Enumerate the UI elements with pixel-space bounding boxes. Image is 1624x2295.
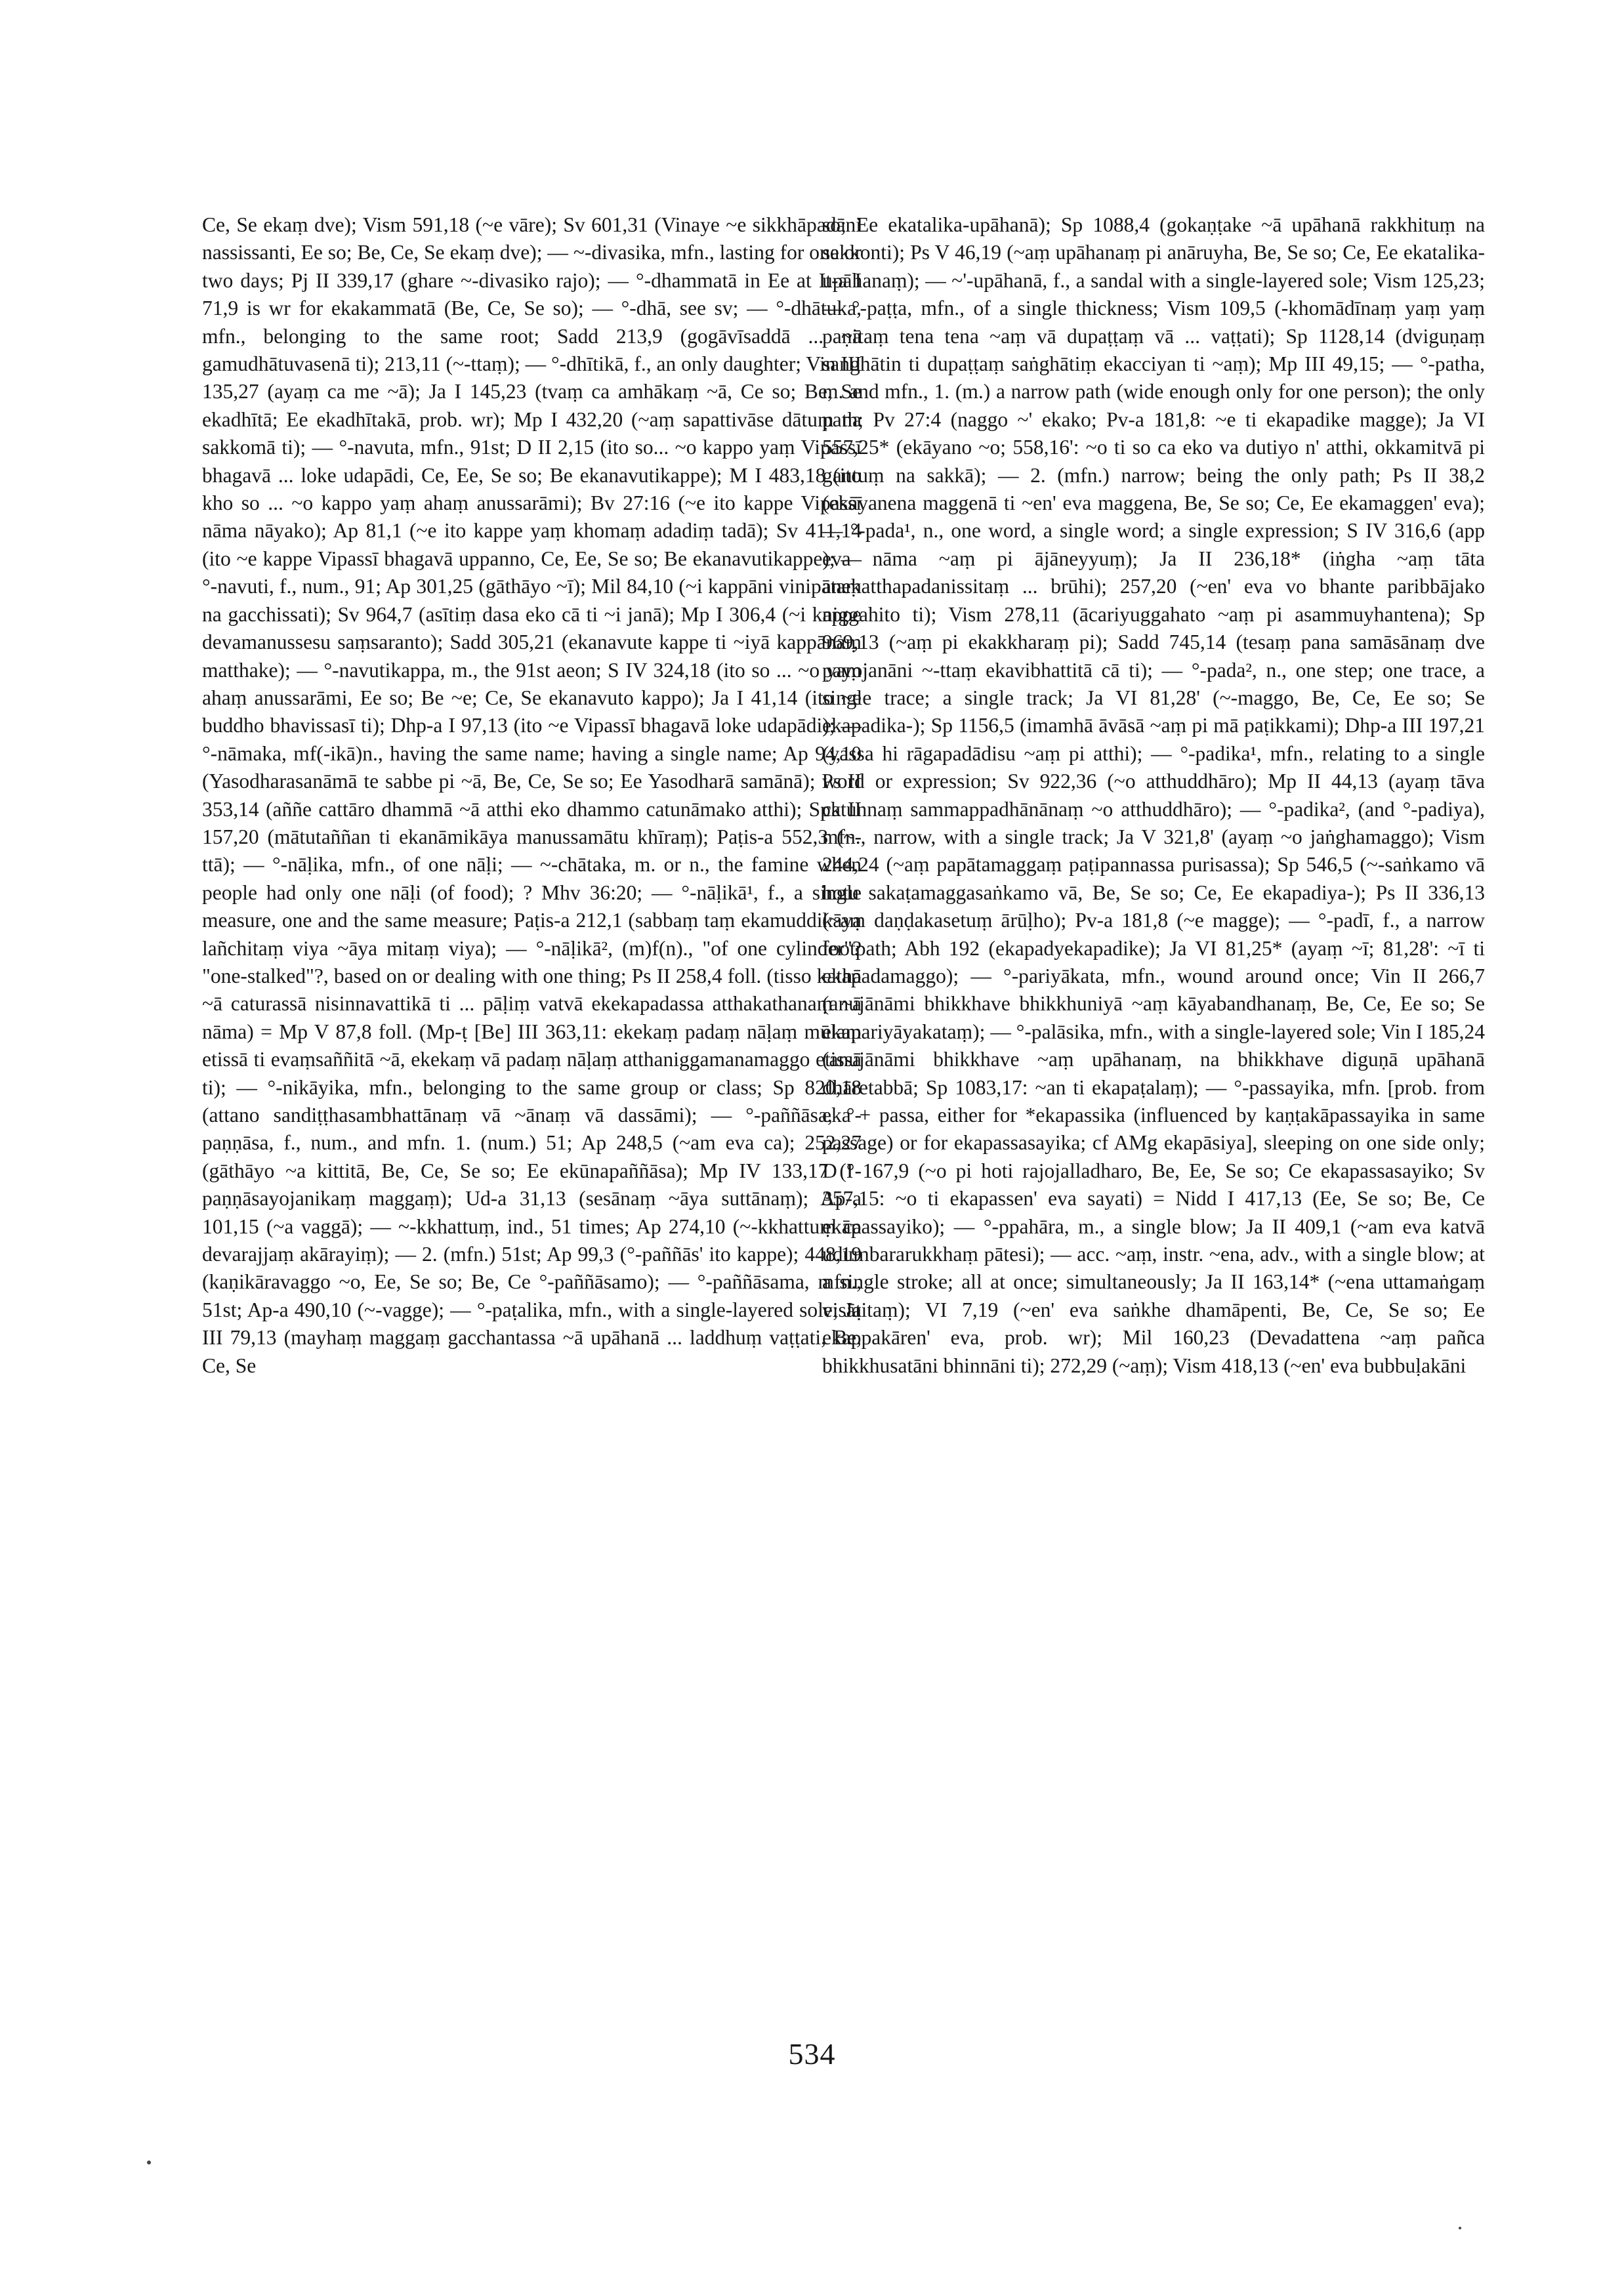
page-number: 534 bbox=[788, 2037, 836, 2071]
scan-speck bbox=[1459, 2227, 1461, 2229]
right-column-text: so; Ee ekatalika-upāhanā); Sp 1088,4 (gokaṇṭake ~ā upāhanā rakkhituṃ na sakkonti); Ps V 46,19 (~aṃ upāhanaṃ pi anāruyha, Be, Se so; Ce, Ee ekatalika-upāhanaṃ); — ~'-upāhanā, f., a sandal with a single-layered sole; Vism 125,23; — °-paṭṭa, mfn., of a single thickness; Vism 109,5 (-khomādīnaṃ yaṃ yaṃ paṇitaṃ tena tena ~aṃ vā dupaṭṭaṃ vā ... vaṭṭati); Sp 1128,14 (dviguṇaṃ saṅghātin ti dupaṭṭaṃ saṅghātiṃ ekacciyan ti ~aṃ); Mp III 49,15; — °-patha, m. and mfn., 1. (m.) a narrow path (wide enough only for one person); the only path; Pv 27:4 (naggo ~' ekako; Pv-a 181,8: ~e ti ekapadike magge); Ja VI 557,25* (ekāyano ~o; 558,16': ~o ti so ca eko va dutiyo n' atthi, okkamitvā pi gantuṃ na sakkā); — 2. (mfn.) narrow; being the only path; Ps II 38,2 (ekāyanena maggenā ti ~en' eva maggena, Be, Se so; Ce, Ee ekamaggen' eva); — °-pada¹, n., one word, a single word; a single expression; S IV 316,6 (app eva nāma ~aṃ pi ājāneyyuṃ); Ja II 236,18* (iṅgha ~aṃ tāta anekatthapadanissitaṃ ... brūhi); 257,20 (~en' eva vo bhante paribbājako niggahito ti); Vism 278,11 (ācariyuggahato ~aṃ pi asammuyhantena); Sp 969,13 (~aṃ pi ekakkharaṃ pi); Sadd 745,14 (tesaṃ pana samāsānaṃ dve payojanāni ~-ttaṃ ekavibhattitā cā ti); — °-pada², n., one step; one trace, a single trace; a single track; Ja VI 81,28' (~-maggo, Be, Ce, Ee so; Se ekapadika-); Sp 1156,5 (imamhā āvāsā ~aṃ pi mā paṭikkami); Dhp-a III 197,21 (yassa hi rāgapadādisu ~aṃ pi atthi); — °-padika¹, mfn., relating to a single word or expression; Sv 922,36 (~o atthuddhāro); Mp II 44,13 (ayaṃ tāva catunnaṃ sammappadhānānaṃ ~o atthuddhāro); — °-padika², (and °-padiya), mfn., narrow, with a single track; Ja V 321,8' (ayaṃ ~o jaṅghamaggo); Vism 244,24 (~aṃ papātamaggaṃ paṭipannassa purisassa); Sp 546,5 (~-saṅkamo vā hotu sakaṭamaggasaṅkamo vā, Be, Se so; Ce, Ee ekapadiya-); Ps II 336,13 (~aṃ daṇḍakasetuṃ ārūḷho); Pv-a 181,8 (~e magge); — °-padī, f., a narrow footpath; Abh 192 (ekapadyekapadike); Ja VI 81,25* (ayaṃ ~ī; 81,28': ~ī ti ekapadamaggo); — °-pariyākata, mfn., wound around once; Vin II 266,7 (anujānāmi bhikkhave bhikkhuniyā ~aṃ kāyabandhanaṃ, Be, Ce, Ee so; Se ekapariyāyakataṃ); — °-palāsika, mfn., with a single-layered sole; Vin I 185,24 (anujānāmi bhikkhave ~aṃ upāhanaṃ, na bhikkhave diguṇā upāhanā dhāretabbā; Sp 1083,17: ~an ti ekapaṭalaṃ); — °-passayika, mfn. [prob. from eka + passa, either for *ekapassika (influenced by kaṇṭakāpassayika in same passage) or for ekapassasayika; cf AMg ekapāsiya], sleeping on one side only; D I 167,9 (~o pi hoti rajojalladharo, Be, Ee, Se so; Ce ekapassasayiko; Sv 357,15: ~o ti ekapassen' eva sayati) = Nidd I 417,13 (Ee, Se so; Be, Ce ekāpassayiko); — °-ppahāra, m., a single blow; Ja II 409,1 (~am eva katvā udumbararukkhaṃ pātesi); — acc. ~aṃ, instr. ~ena, adv., with a single blow; at a single stroke; all at once; simultaneously; Ja II 163,14* (~ena uttamaṅgaṃ visāṭitaṃ); VI 7,19 (~en' eva saṅkhe dhamāpenti, Be, Ce, Se so; Ee ekappakāren' eva, prob. wr); Mil 160,23 (Devadattena ~aṃ pañca bhikkhusatāni bhinnāni ti); 272,29 (~aṃ); Vism 418,13 (~en' eva bubbuḷakāni bbox=[822, 213, 1485, 1377]
scan-speck bbox=[147, 2161, 151, 2164]
left-column-text: Ce, Se ekaṃ dve); Vism 591,18 (~e vāre); Sv 601,31 (Vinaye ~e sikkhāpadāni nassissanti, Ee so; Be, Ce, Se ekaṃ dve); — ~-divasika, mfn., lasting for one or two days; Pj II 339,17 (ghare ~-divasiko rajo); — °-dhammatā in Ee at It-a I 71,9 is wr for ekakammatā (Be, Ce, Se so); — °-dhā, see sv; — °-dhātuka, mfn., belonging to the same root; Sadd 213,9 (gogāvīsaddā ... ~ā gamudhātuvasenā ti); 213,11 (~-ttaṃ); — °-dhītikā, f., an only daughter; Vin III 135,27 (ayaṃ ca me ~ā); Ja I 145,23 (tvaṃ ca amhākaṃ ~ā, Ce so; Be, Se ekadhītā; Ee ekadhītakā, prob. wr); Mp I 432,20 (~aṃ sapattivāse dātuṃ na sakkomā ti); — °-navuta, mfn., 91st; D II 2,15 (ito so... ~o kappo yaṃ Vipassī bhagavā ... loke udapādi, Ce, Ee, Se so; Be ekanavutikappe); M I 483,18 (ito kho so ... ~o kappo yaṃ ahaṃ anussarāmi); Bv 27:16 (~e ito kappe Vipassī nāma nāyako); Ap 81,1 (~e ito kappe yaṃ khomaṃ adadiṃ tadā); Sv 411,14 (ito ~e kappe Vipassī bhagavā uppanno, Ce, Ee, Se so; Be ekanavutikappe); — °-navuti, f., num., 91; Ap 301,25 (gāthāyo ~ī); Mil 84,10 (~i kappāni vinipātaṃ na gacchissati); Sv 964,7 (asītiṃ dasa eko cā ti ~i janā); Mp I 306,4 (~i kappe devamanussesu saṃsaranto); Sadd 305,21 (ekanavute kappe ti ~iyā kappānaṃ matthake); — °-navutikappa, m., the 91st aeon; S IV 324,18 (ito so ... ~o yaṃ ahaṃ anussarāmi, Ee so; Be ~e; Ce, Se ekanavuto kappo); Ja I 41,14 (ito ~e buddho bhavissasī ti); Dhp-a I 97,13 (ito ~e Vipassī bhagavā loke udapādi); — °-nāmaka, mf(-ikā)n., having the same name; having a single name; Ap 94,10 (Yasodharasanāmā te sabbe pi ~ā, Be, Ce, Se so; Ee Yasodharā samānā); Ps II 353,14 (aññe cattāro dhammā ~ā atthi eko dhammo catunāmako atthi); Spk II 157,20 (mātutaññan ti ekanāmikāya manussamātu khīraṃ); Paṭis-a 552,3 (~-ttā); — °-nāḷika, mfn., of one nāḷi; — ~-chātaka, m. or n., the famine when people had only one nāḷi (of food); ? Mhv 36:20; — °-nāḷikā¹, f., a single measure, one and the same measure; Paṭis-a 212,1 (sabbaṃ taṃ ekamuddikāya lañchitaṃ viya ~āya mitaṃ viya); — °-nāḷikā², (m)f(n)., "of one cylinder"? "one-stalked"?, based on or dealing with one thing; Ps II 258,4 foll. (tisso kathā ~ā caturassā nisinnavattikā ti ... pāḷiṃ vatvā ekekapadassa atthakathanaṃ ~ā nāma) = Mp V 87,8 foll. (Mp-ṭ [Be] III 363,11: ekekaṃ padaṃ nāḷaṃ mūlaṃ etissā ti evaṃsaññitā ~ā, ekekaṃ vā padaṃ nāḷaṃ atthaniggamanamaggo etissā ti); — °-nikāyika, mfn., belonging to the same group or class; Sp 820,18 (attano sandiṭṭhasambhattānaṃ vā ~ānaṃ vā dassāmi); — °-paññāsa, °-paṇṇāsa, f., num., and mfn. 1. (num.) 51; Ap 248,5 (~am eva ca); 252,27 (gāthāyo ~a kittitā, Be, Ce, Se so; Ee ekūnapaññāsa); Mp IV 133,17 (°-paṇṇāsayojanikaṃ maggaṃ); Ud-a 31,13 (sesānaṃ ~āya suttānaṃ); Ap-a 101,15 (~a vaggā); — ~-kkhattuṃ, ind., 51 times; Ap 274,10 (~-kkhattuṃ ca devarajjaṃ akārayiṃ); — 2. (mfn.) 51st; Ap 99,3 (°-paññās' ito kappe); 448,19 (kaṇikāravaggo ~o, Ee, Se so; Be, Ce °-paññāsamo); — °-paññāsama, mfn., 51st; Ap-a 490,10 (~-vagge); — °-paṭalika, mfn., with a single-layered sole; Ja III 79,13 (mayhaṃ maggaṃ gacchantassa ~ā upāhanā ... laddhuṃ vaṭṭati, Be, Ce, Se bbox=[202, 213, 862, 1377]
